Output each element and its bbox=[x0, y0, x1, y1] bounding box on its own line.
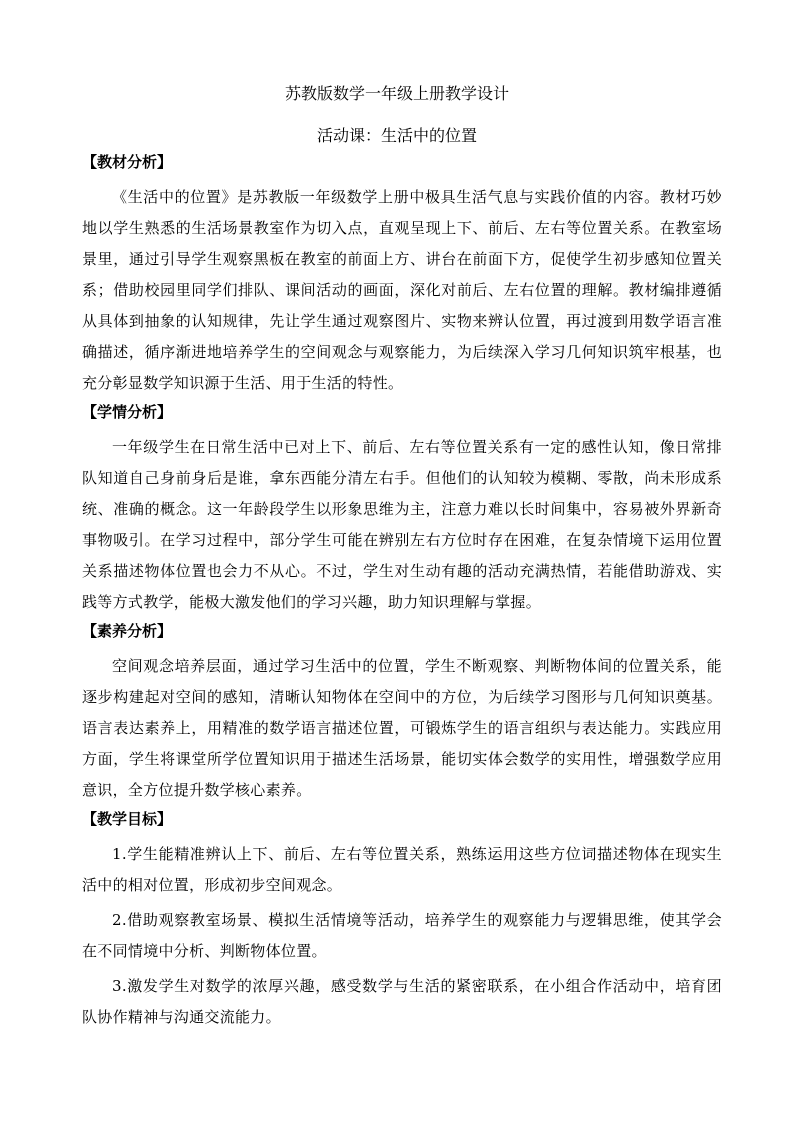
section-heading: 【学情分析】 bbox=[82, 403, 173, 421]
section-textbook-analysis bbox=[82, 152, 722, 399]
section-heading: 【教学目标】 bbox=[82, 810, 173, 828]
paragraph: 一年级学生在日常生活中已对上下、前后、左右等位置关系有一定的感性认知，像日常排队知道自己身前身后是谁，拿东西能分清左右手。但他们的认知较为模糊、零散，尚未形成系统、准确的概念。这一年龄段学生以形象思维为主，注意力难以长时间集中，容易被外界新奇事物吸引。在学习过程中，部分学生可能在辨别左右方位时存在困难，在复杂情境下运用位置关系描述物体位置也会力不从心。不过，学生对生动有趣的活动充满热情，若能借助游戏、实践等方式教学，能极大激发他们的学习兴趣，助力知识理解与掌握。 bbox=[82, 438, 722, 611]
goal-item: 1.学生能精准辨认上下、前后、左右等位置关系，熟练运用这些方位词描述物体在现实生活中的相对位置，形成初步空间观念。 bbox=[82, 845, 722, 894]
document-title: 苏教版数学一年级上册教学设计 bbox=[284, 84, 509, 103]
paragraph: 空间观念培养层面，通过学习生活中的位置，学生不断观察、判断物体间的位置关系，能逐步构建起对空间的感知，清晰认知物体在空间中的方位，为后续学习图形与几何知识奠基。语言表达素养上，用精准的数学语言描述位置，可锻炼学生的语言组织与表达能力。实践应用方面，学生将课堂所学位置知识用于描述生活场景，能切实体会数学的实用性，增强数学应用意识，全方位提升数学核心素养。 bbox=[82, 657, 722, 799]
paragraph: 《生活中的位置》是苏教版一年级数学上册中极具生活气息与实践价值的内容。教材巧妙地以学生熟悉的生活场景教室作为切入点，直观呈现上下、前后、左右等位置关系。在教室场景里，通过引导学生观察黑板在教室的前面上方、讲台在前面下方，促使学生初步感知位置关系；借助校园里同学们排队、课间活动的画面，深化对前后、左右位置的理解。教材编排遵循从具体到抽象的认知规律，先让学生通过观察图片、实物来辨认位置，再过渡到用数学语言准确描述，循序渐进地培养学生的空间观念与观察能力，为后续深入学习几何知识筑牢根基，也充分彰显数学知识源于生活、用于生活的特性。 bbox=[82, 188, 722, 392]
section-learner-analysis bbox=[82, 402, 722, 618]
section-heading: 【素养分析】 bbox=[82, 622, 173, 640]
goal-item: 3.激发学生对数学的浓厚兴趣，感受数学与生活的紧密联系，在小组合作活动中，培育团队协作精神与沟通交流能力。 bbox=[82, 977, 722, 1026]
document-subtitle: 活动课：生活中的位置 bbox=[316, 126, 477, 145]
section-heading: 【教材分析】 bbox=[82, 153, 173, 171]
goal-item: 2.借助观察教室场景、模拟生活情境等活动，培养学生的观察能力与逻辑思维，使其学会在不同情境中分析、判断物体位置。 bbox=[82, 911, 722, 960]
section-teaching-goals bbox=[82, 809, 722, 1033]
document-body bbox=[82, 152, 722, 1033]
section-competency-analysis bbox=[82, 621, 722, 806]
